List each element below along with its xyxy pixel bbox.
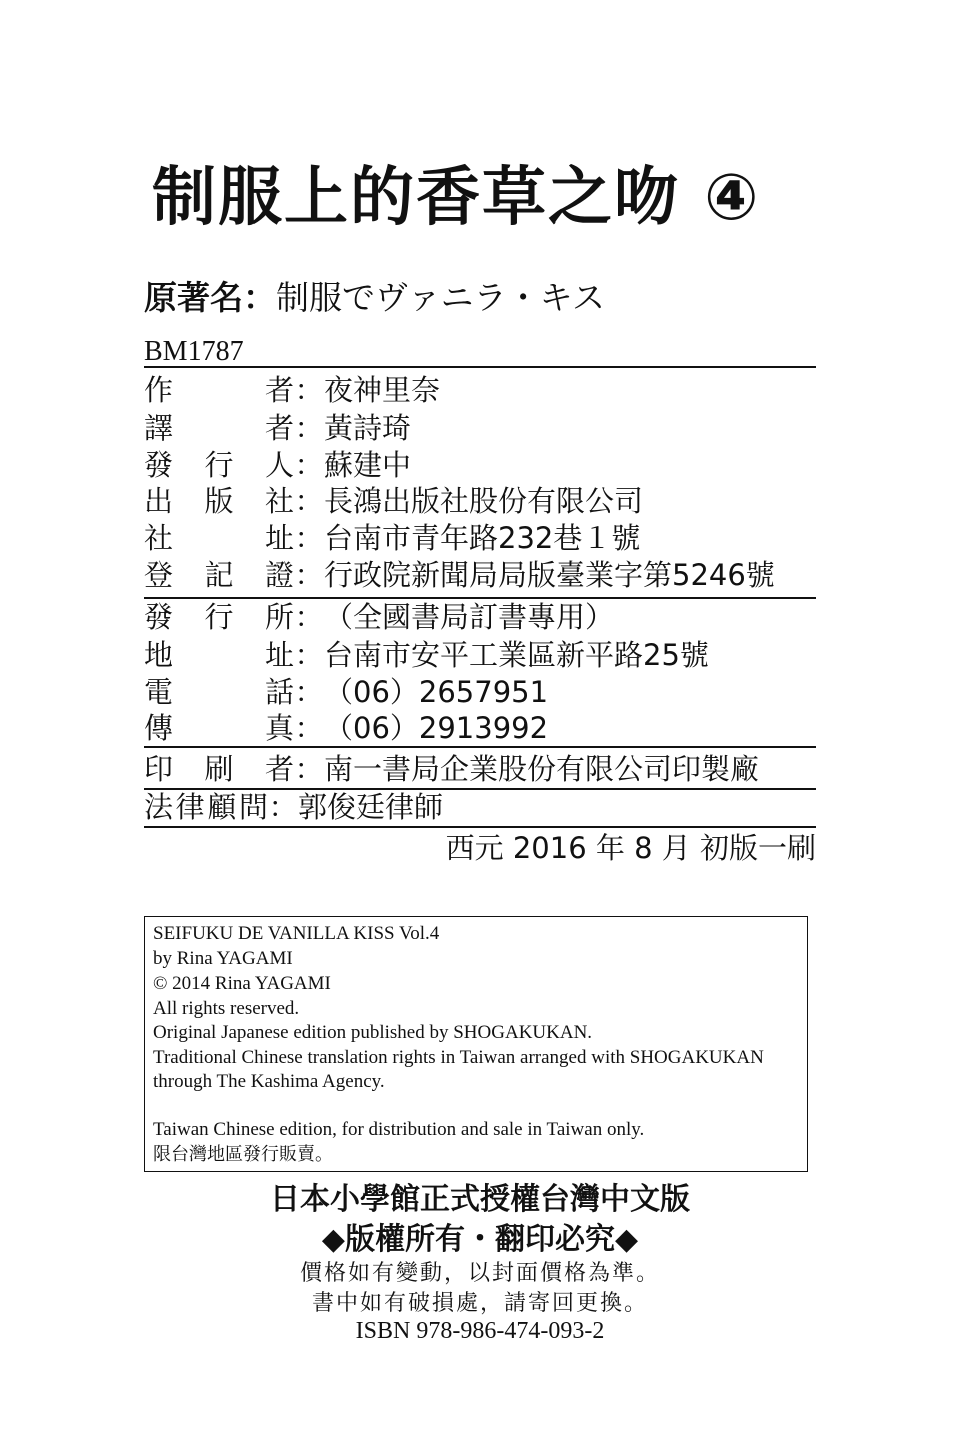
printer-value: 南一書局企業股份有限公司印製廠 [324, 752, 760, 786]
lawyer-value: 郭俊廷律師 [298, 790, 444, 824]
copyright-line: through The Kashima Agency. [153, 1071, 385, 1092]
copyright-line: 限台灣地區發行販賣。 [153, 1144, 333, 1165]
rights-notice: ◆版權所有・翻印必究◆ [321, 1222, 639, 1257]
damage-note: 書中如有破損處，請寄回更換。 [311, 1291, 648, 1316]
isbn: ISBN 978-986-474-093-2 [355, 1318, 605, 1344]
dist-label: 地址 [144, 638, 294, 672]
printer-label: 印刷者 [144, 752, 294, 786]
book-code: BM1787 [144, 336, 244, 367]
authorization-notice: 日本小學館正式授權台灣中文版 [270, 1182, 690, 1217]
dist-row-distributor [144, 598, 614, 636]
credit-value: 長鴻出版社股份有限公司 [324, 484, 644, 518]
credit-label: 作者 [144, 373, 294, 407]
divider [144, 366, 816, 368]
colon: ： [294, 711, 324, 745]
divider [144, 746, 816, 748]
dist-label: 傳真 [144, 711, 294, 745]
credit-label: 社址 [144, 521, 294, 555]
price-note: 價格如有變動，以封面價格為準。 [299, 1261, 660, 1286]
lawyer-row [144, 788, 443, 826]
credit-row-publisher [144, 482, 643, 520]
dist-row-phone [144, 673, 548, 711]
copyright-line: Original Japanese edition published by SHOGAKUKAN. [153, 1022, 593, 1043]
credit-row-translator [144, 409, 411, 447]
copyright-line: SEIFUKU DE VANILLA KISS Vol.4 [153, 923, 440, 944]
original-title-value: 制服でヴァニラ・キス [276, 278, 606, 317]
credit-row-address [144, 519, 640, 557]
credit-row-author [144, 371, 440, 409]
colon: ： [294, 373, 324, 407]
dist-value: （06）2657951 [324, 675, 549, 709]
edition-date: 西元 2016 年 8 月 初版一刷 [445, 831, 816, 865]
dist-label: 電話 [144, 675, 294, 709]
credit-label: 登記證 [144, 558, 294, 592]
copyright-line: All rights reserved. [153, 998, 300, 1019]
credit-row-publisher-person [144, 446, 411, 484]
credit-value: 台南市青年路232巷１號 [324, 521, 641, 555]
copyright-line: © 2014 Rina YAGAMI [153, 973, 331, 994]
colon: ： [294, 600, 324, 634]
dist-row-fax [144, 709, 548, 747]
credit-value: 行政院新聞局局版臺業字第5246號 [324, 558, 775, 592]
credit-row-registration [144, 556, 775, 594]
credit-value: 黃詩琦 [324, 411, 412, 445]
original-title-label: 原著名： [144, 278, 276, 317]
colon: ： [294, 411, 324, 445]
dist-row-address [144, 636, 709, 674]
printer-row [144, 750, 759, 788]
copyright-line: Taiwan Chinese edition, for distribution and sale in Taiwan only. [153, 1119, 645, 1140]
copyright-box [144, 916, 808, 1172]
copyright-line: Traditional Chinese translation rights in Taiwan arranged with SHOGAKUKAN [153, 1047, 764, 1068]
colon: ： [294, 558, 324, 592]
colon: ： [294, 752, 324, 786]
colon: ： [294, 484, 324, 518]
credit-label: 出版社 [144, 484, 294, 518]
dist-value: （06）2913992 [324, 711, 549, 745]
book-title: 制服上的香草之吻 ④ [152, 161, 761, 235]
colon: ： [268, 790, 298, 824]
colon: ： [294, 675, 324, 709]
dist-value: （全國書局訂書專用） [324, 600, 615, 634]
original-title [144, 274, 605, 322]
copyright-line: by Rina YAGAMI [153, 948, 293, 969]
credit-label: 譯者 [144, 411, 294, 445]
lawyer-label: 法律顧問 [144, 790, 268, 824]
credit-value: 蘇建中 [324, 448, 412, 482]
dist-value: 台南市安平工業區新平路25號 [324, 638, 709, 672]
dist-label: 發行所 [144, 600, 294, 634]
credit-label: 發行人 [144, 448, 294, 482]
colon: ： [294, 521, 324, 555]
colon: ： [294, 448, 324, 482]
colon: ： [294, 638, 324, 672]
credit-value: 夜神里奈 [324, 373, 441, 407]
